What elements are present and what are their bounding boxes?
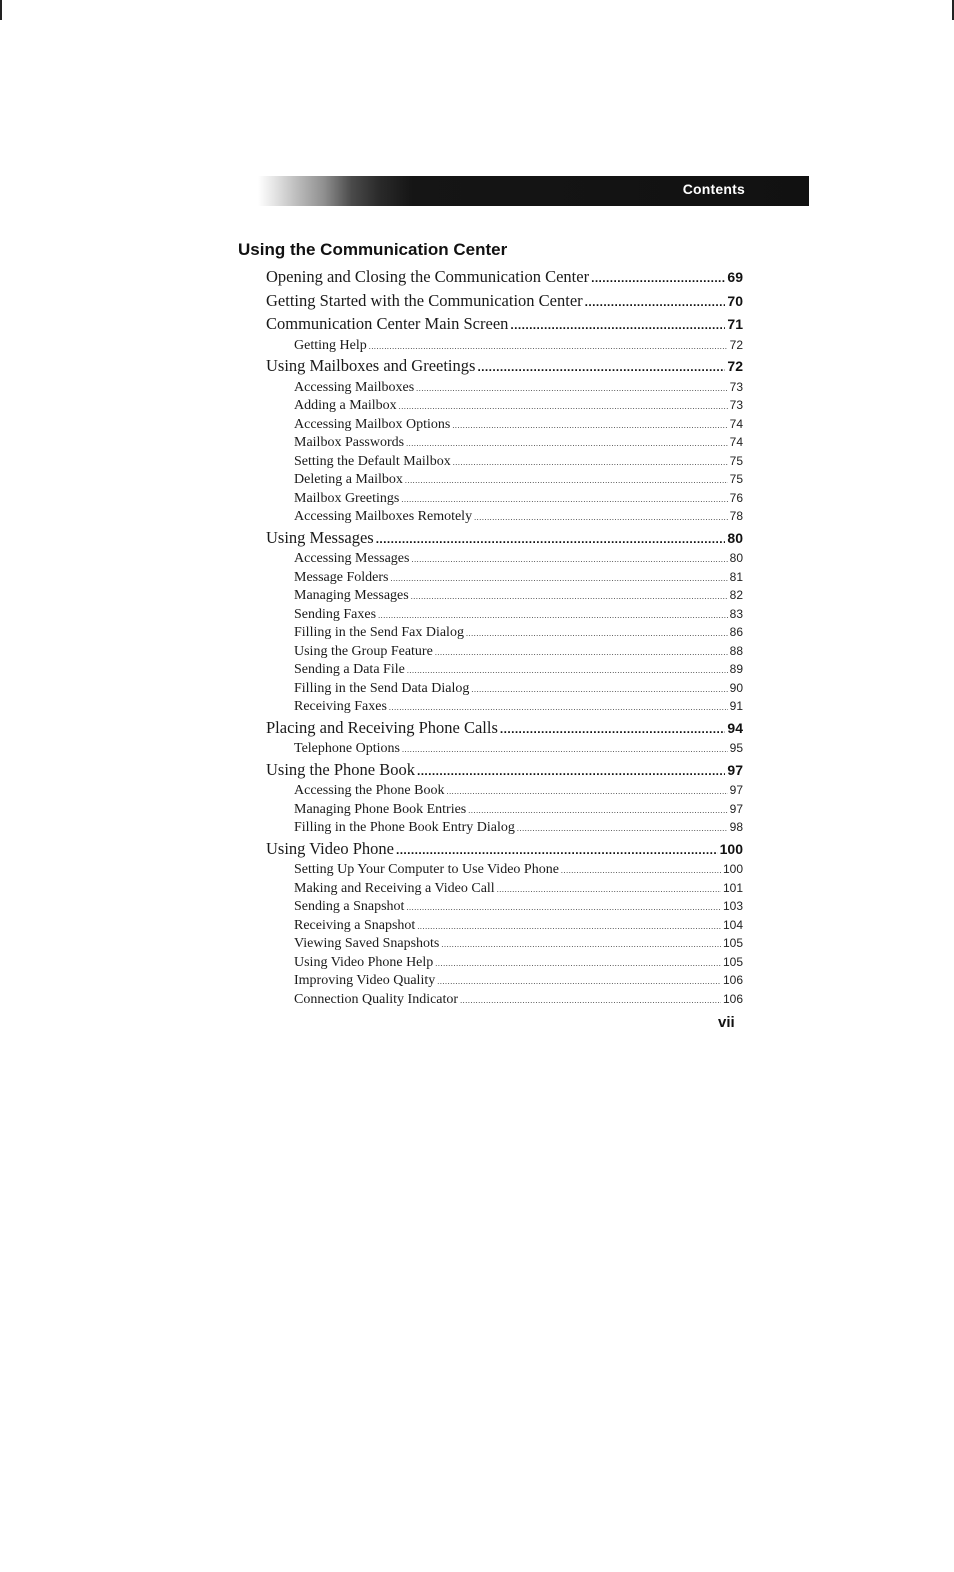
- dot-leader: [376, 528, 726, 552]
- toc-chapter-entry[interactable]: [266, 526, 743, 550]
- toc-entry-page: 88: [729, 643, 743, 658]
- running-header-bar: [258, 176, 809, 206]
- toc-entry-label: Receiving Faxes: [294, 699, 387, 714]
- toc-entry-label: Message Folders: [294, 569, 389, 585]
- toc-entry-label: Opening and Closing the Communication Center: [266, 267, 590, 286]
- toc-entry-page: 80: [727, 529, 743, 546]
- toc-subentry[interactable]: [294, 990, 743, 1009]
- toc-chapter-entry[interactable]: [266, 354, 743, 378]
- toc-entry-page: 75: [729, 453, 743, 468]
- toc-entry-page: 83: [729, 606, 743, 621]
- toc-chapter-entry[interactable]: [266, 837, 743, 861]
- toc-entry-page: 72: [727, 358, 743, 374]
- dot-leader: [402, 741, 728, 760]
- toc-entry-page: 78: [729, 509, 743, 523]
- toc-entry-page: 105: [722, 954, 743, 969]
- toc-entry-label: Using Video Phone Help: [294, 954, 434, 970]
- toc-entry-page: 103: [722, 899, 743, 913]
- dot-leader: [405, 472, 728, 491]
- toc-entry-page: 89: [729, 662, 743, 676]
- toc-entry-label: Setting Up Your Computer to Use Video Phone: [294, 862, 559, 877]
- toc-entry-label: Using Messages: [266, 527, 374, 547]
- dot-leader: [500, 718, 726, 742]
- dot-leader: [510, 314, 725, 338]
- toc-entry-page: 73: [729, 398, 743, 412]
- toc-chapter-entry[interactable]: [266, 265, 743, 289]
- toc-entry-label: Accessing Mailboxes: [294, 379, 415, 395]
- toc-entry-label: Adding a Mailbox: [294, 398, 397, 413]
- toc-entry-label: Filling in the Send Data Dialog: [294, 680, 470, 696]
- toc-subentry[interactable]: [294, 336, 743, 355]
- toc-entry-page: 98: [729, 820, 743, 834]
- dot-leader: [391, 570, 728, 589]
- toc-chapter-entry[interactable]: [266, 289, 743, 313]
- toc-entry-label: Telephone Options: [294, 741, 400, 756]
- toc-entry-page: 105: [722, 936, 743, 950]
- dot-leader: [435, 955, 721, 974]
- toc-subentry[interactable]: [294, 879, 743, 898]
- toc-entry-page: 70: [727, 292, 743, 309]
- dot-leader: [585, 291, 726, 315]
- toc-entry-page: 90: [729, 680, 743, 695]
- toc-entry-label: Receiving a Snapshot: [294, 917, 416, 933]
- toc-entry-label: Filling in the Send Fax Dialog: [294, 625, 464, 640]
- dot-leader: [561, 862, 721, 881]
- toc-entry-label: Accessing Mailbox Options: [294, 416, 451, 432]
- toc-entry-page: 95: [729, 741, 743, 755]
- dot-leader: [396, 839, 718, 863]
- dot-leader: [399, 398, 728, 417]
- toc-entry-page: 100: [722, 862, 743, 876]
- toc-entry-page: 97: [729, 801, 743, 816]
- toc-subentry[interactable]: [294, 679, 743, 698]
- toc-entry-page: 104: [722, 917, 743, 932]
- dot-leader: [417, 760, 725, 784]
- toc-entry-page: 106: [722, 991, 743, 1006]
- dot-leader: [471, 681, 727, 700]
- toc-entry-label: Connection Quality Indicator: [294, 991, 459, 1007]
- toc-entry-label: Viewing Saved Snapshots: [294, 936, 440, 951]
- toc-entry-page: 97: [727, 761, 743, 778]
- toc-entry-page: 82: [729, 588, 743, 602]
- toc-subentry[interactable]: [294, 916, 743, 935]
- toc-entry-label: Managing Phone Book Entries: [294, 801, 467, 817]
- toc-subentry[interactable]: [294, 897, 743, 916]
- dot-leader: [406, 435, 728, 454]
- dot-leader: [411, 551, 727, 570]
- toc-entry-label: Accessing Mailboxes Remotely: [294, 509, 473, 524]
- toc-subentry[interactable]: [294, 470, 743, 489]
- toc-entry-page: 86: [729, 625, 743, 639]
- toc-subentry[interactable]: [294, 507, 743, 526]
- toc-subentry[interactable]: [294, 396, 743, 415]
- toc-subentry[interactable]: [294, 660, 743, 679]
- toc-entry-label: Accessing the Phone Book: [294, 783, 445, 798]
- toc-entry-page: 76: [729, 490, 743, 505]
- toc-entry-label: Accessing Messages: [294, 551, 410, 566]
- toc-entry-label: Deleting a Mailbox: [294, 472, 403, 487]
- toc-entry-page: 97: [729, 783, 743, 797]
- dot-leader: [468, 802, 727, 821]
- dot-leader: [446, 783, 727, 802]
- dot-leader: [407, 662, 728, 681]
- dot-leader: [401, 491, 727, 510]
- toc-entry-label: Making and Receiving a Video Call: [294, 880, 495, 896]
- dot-leader: [460, 992, 721, 1011]
- page-number: vii: [718, 1014, 735, 1031]
- dot-leader: [474, 509, 728, 528]
- toc-entry-label: Sending Faxes: [294, 606, 377, 622]
- running-header-title: Contents: [682, 181, 745, 197]
- toc-subentry[interactable]: [294, 953, 743, 972]
- dot-leader: [452, 417, 727, 436]
- toc-subentry[interactable]: [294, 623, 743, 642]
- toc-entry-page: 73: [729, 379, 743, 394]
- toc-entry-label: Placing and Receiving Phone Calls: [266, 717, 498, 737]
- toc-subentry[interactable]: [294, 452, 743, 471]
- dot-leader: [517, 820, 728, 839]
- table-of-contents: [238, 238, 743, 1008]
- toc-entry-page: 106: [722, 973, 743, 987]
- toc-subentry[interactable]: [294, 781, 743, 800]
- toc-entry-page: 80: [729, 551, 743, 565]
- toc-entry-list: [238, 265, 743, 1008]
- toc-entry-label: Improving Video Quality: [294, 973, 436, 988]
- toc-subentry[interactable]: [294, 739, 743, 758]
- toc-entry-label: Using Video Phone: [266, 838, 394, 858]
- toc-subentry[interactable]: [294, 605, 743, 624]
- dot-leader: [591, 267, 725, 291]
- dot-leader: [477, 356, 725, 380]
- section-title: Using the Communication Center: [238, 240, 508, 259]
- toc-entry-label: Using the Group Feature: [294, 643, 433, 659]
- toc-entry-page: 75: [729, 472, 743, 486]
- toc-subentry[interactable]: [294, 860, 743, 879]
- toc-entry-label: Using Mailboxes and Greetings: [266, 356, 476, 375]
- toc-subentry[interactable]: [294, 800, 743, 819]
- toc-entry-page: 100: [719, 840, 743, 857]
- toc-entry-page: 91: [729, 699, 743, 713]
- dot-leader: [441, 936, 721, 955]
- dot-leader: [378, 607, 728, 626]
- toc-entry-page: 72: [729, 337, 743, 352]
- dot-leader: [416, 380, 727, 399]
- toc-entry-page: 69: [727, 269, 743, 285]
- toc-chapter-entry[interactable]: [266, 758, 743, 782]
- toc-chapter-entry[interactable]: [266, 716, 743, 740]
- toc-entry-label: Sending a Data File: [294, 662, 405, 677]
- toc-entry-label: Setting the Default Mailbox: [294, 453, 451, 469]
- toc-entry-label: Mailbox Passwords: [294, 435, 405, 450]
- toc-subentry[interactable]: [294, 568, 743, 587]
- toc-entry-label: Getting Help: [294, 337, 367, 353]
- dot-leader: [417, 918, 721, 937]
- toc-entry-page: 81: [729, 569, 743, 584]
- toc-subentry[interactable]: [294, 642, 743, 661]
- toc-entry-label: Using the Phone Book: [266, 759, 415, 779]
- toc-entry-label: Filling in the Phone Book Entry Dialog: [294, 820, 515, 835]
- toc-entry-label: Getting Started with the Communication Center: [266, 290, 583, 310]
- toc-entry-label: Managing Messages: [294, 588, 409, 603]
- toc-subentry[interactable]: [294, 433, 743, 452]
- toc-subentry[interactable]: [294, 415, 743, 434]
- toc-entry-page: 74: [729, 435, 743, 449]
- toc-subentry[interactable]: [294, 971, 743, 990]
- dot-leader: [406, 899, 721, 918]
- dot-leader: [497, 881, 721, 900]
- crop-mark-left: [0, 0, 2, 20]
- toc-chapter-entry[interactable]: [266, 312, 743, 336]
- toc-entry-page: 74: [729, 416, 743, 431]
- dot-leader: [453, 454, 728, 473]
- toc-entry-label: Sending a Snapshot: [294, 899, 405, 914]
- dot-leader: [437, 973, 721, 992]
- toc-subentry[interactable]: [294, 586, 743, 605]
- toc-entry-label: Communication Center Main Screen: [266, 314, 509, 333]
- toc-subentry[interactable]: [294, 818, 743, 837]
- dot-leader: [435, 644, 728, 663]
- dot-leader: [466, 625, 728, 644]
- toc-subentry[interactable]: [294, 378, 743, 397]
- toc-entry-page: 94: [727, 719, 743, 736]
- dot-leader: [411, 588, 728, 607]
- toc-entry-label: Mailbox Greetings: [294, 490, 400, 506]
- toc-entry-page: 101: [722, 880, 743, 895]
- toc-entry-page: 71: [727, 316, 743, 332]
- toc-subentry[interactable]: [294, 489, 743, 508]
- toc-subentry[interactable]: [294, 697, 743, 716]
- toc-subentry[interactable]: [294, 549, 743, 568]
- toc-subentry[interactable]: [294, 934, 743, 953]
